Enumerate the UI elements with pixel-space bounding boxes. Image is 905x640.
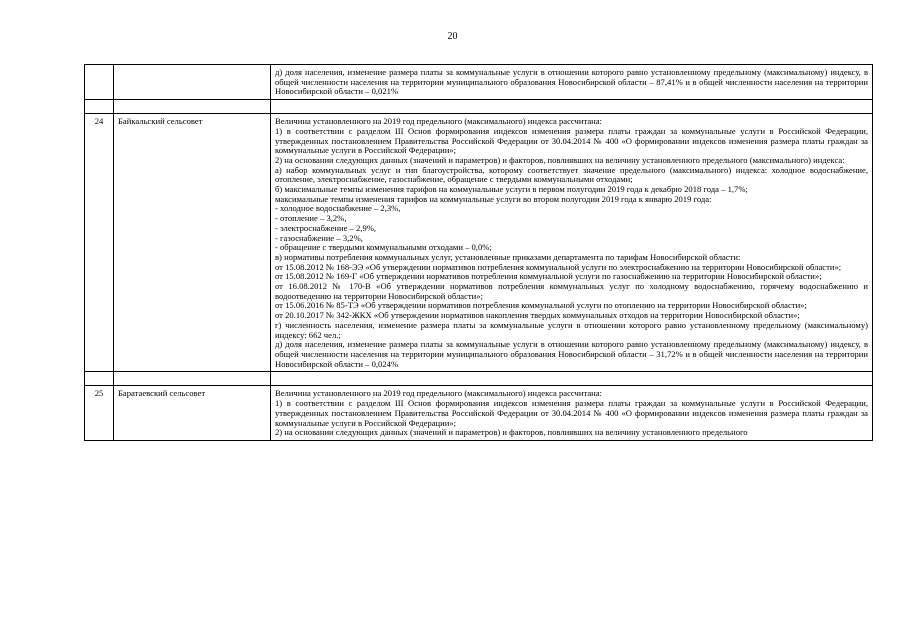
description-paragraph: а) набор коммунальных услуг и тип благоустройства, которому соответствует значение предельного (максимального) индекса: холодное водоснабжение, отопление, электроснабжение, газоснабжение, обращение с твердыми коммунальными отходами; xyxy=(275,164,868,185)
row-spacer xyxy=(85,100,873,114)
description-paragraph: от 15.08.2012 № 168-ЭЭ «Об утверждении нормативов потребления коммунальной услуги по электроснабжению на территории Новосибирской области»; xyxy=(275,261,842,272)
municipality-name-cell xyxy=(114,65,271,100)
description-paragraph: - отопление – 3,2%, xyxy=(275,213,347,224)
description-paragraph: от 15.06.2016 № 85-ТЭ «Об утверждении нормативов потребления коммунальной услуги по отоплению на территории Новосибирской области»; xyxy=(275,300,807,311)
table-row xyxy=(85,114,873,372)
row-number-cell xyxy=(85,65,114,100)
row-spacer xyxy=(85,372,873,386)
description-paragraph: б) максимальные темпы изменения тарифов на коммунальные услуги в первом полугодии 2019 года к декабрю 2018 года – 1,7%; xyxy=(275,184,748,195)
spacer-cell xyxy=(85,100,114,114)
spacer-cell xyxy=(114,372,271,386)
spacer-cell xyxy=(114,100,271,114)
table-row xyxy=(85,65,873,100)
description-paragraph: - холодное водоснабжение – 2,3%, xyxy=(275,203,401,214)
spacer-cell xyxy=(271,100,873,114)
municipality-name-cell: Баратаевский сельсовет xyxy=(114,386,271,441)
spacer-cell xyxy=(85,372,114,386)
page-number: 20 xyxy=(447,31,458,42)
description-paragraph: 1) в соответствии с разделом III Основ формирования индексов изменения размера платы граждан за коммунальные услуги в Российской Федерации, утвержденных постановлением Правительства Российской Федерации от 30.04.2014 № 400 «О формировании индексов изменения размера платы граждан за коммунальные услуги в Российской Федерации»; xyxy=(275,398,868,428)
index-description-cell xyxy=(271,386,873,441)
municipality-name-cell: Байкальский сельсовет xyxy=(114,114,271,372)
row-number-cell: 24 xyxy=(85,114,114,372)
description-paragraph: Величина установленного на 2019 год предельного (максимального) индекса рассчитана: xyxy=(275,116,602,127)
table-body xyxy=(85,65,873,441)
index-description-cell xyxy=(271,65,873,100)
description-paragraph: Величина установленного на 2019 год предельного (максимального) индекса рассчитана: xyxy=(275,388,602,399)
description-paragraph: - газоснабжение – 3,2%, xyxy=(275,232,363,243)
description-paragraph: 1) в соответствии с разделом III Основ формирования индексов изменения размера платы граждан за коммунальные услуги в Российской Федерации, утвержденных постановлением Правительства Российской Федерации от 30.04.2014 № 400 «О формировании индексов изменения размера платы граждан за коммунальные услуги в Российской Федерации»; xyxy=(275,125,868,156)
description-paragraph: д) доля населения, изменение размера платы за коммунальные услуги в отношении которого равно установленному предельному (максимальному) индексу, в общей численности населения на территории муниципального образования Новосибирской области – 87,41% и в общей численности населения на территории Новосибирской области – 0,021% xyxy=(275,67,868,97)
row-number-cell: 25 xyxy=(85,386,114,441)
description-paragraph: от 15.08.2012 № 169-Г «Об утверждении нормативов потребления коммунальной услуги по газоснабжению на территории Новосибирской области»; xyxy=(275,271,822,282)
description-paragraph: от 16.08.2012 № 170-В «Об утверждении нормативов потребления коммунальных услуг по холодному водоснабжению, горячему водоснабжению и водоотведению на территории Новосибирской области»; xyxy=(275,281,868,301)
spacer-cell xyxy=(271,372,873,386)
description-paragraph: г) численность населения, изменение размера платы за коммунальные услуги в отношении которого равно установленному предельному (максимальному) индексу: 662 чел.; xyxy=(275,319,868,340)
description-paragraph: - электроснабжение – 2,9%, xyxy=(275,222,377,233)
description-paragraph: в) нормативы потребления коммунальных услуг, установленные приказами департамента по тарифам Новосибирской области: xyxy=(275,251,741,262)
index-table xyxy=(84,64,873,441)
index-description-cell xyxy=(271,114,873,372)
description-paragraph: максимальные темпы изменения тарифов на коммунальные услуги во втором полугодии 2019 года к январю 2019 года: xyxy=(275,193,712,204)
description-paragraph: д) доля населения, изменение размера платы за коммунальные услуги в отношении которого равно установленному предельному (максимальному) индексу, в общей численности населения на территории муниципального образования Новосибирской области – 31,72% и в общей численности населения на территории Новосибирской области – 0,024% xyxy=(275,339,868,369)
description-paragraph: - обращение с твердыми коммунальными отходами – 0,0%; xyxy=(275,242,492,253)
description-paragraph: от 20.10.2017 № 342-ЖКХ «Об утверждении нормативов накопления твердых коммунальных отходов на территории Новосибирской области»; xyxy=(275,310,800,321)
description-paragraph: 2) на основании следующих данных (значений и параметров) и факторов, повлиявших на величину установленного предельного xyxy=(275,427,748,438)
description-paragraph: 2) на основании следующих данных (значений и параметров) и факторов, повлиявших на величину установленного предельного (максимального) индекса: xyxy=(275,154,845,165)
table-row xyxy=(85,386,873,441)
